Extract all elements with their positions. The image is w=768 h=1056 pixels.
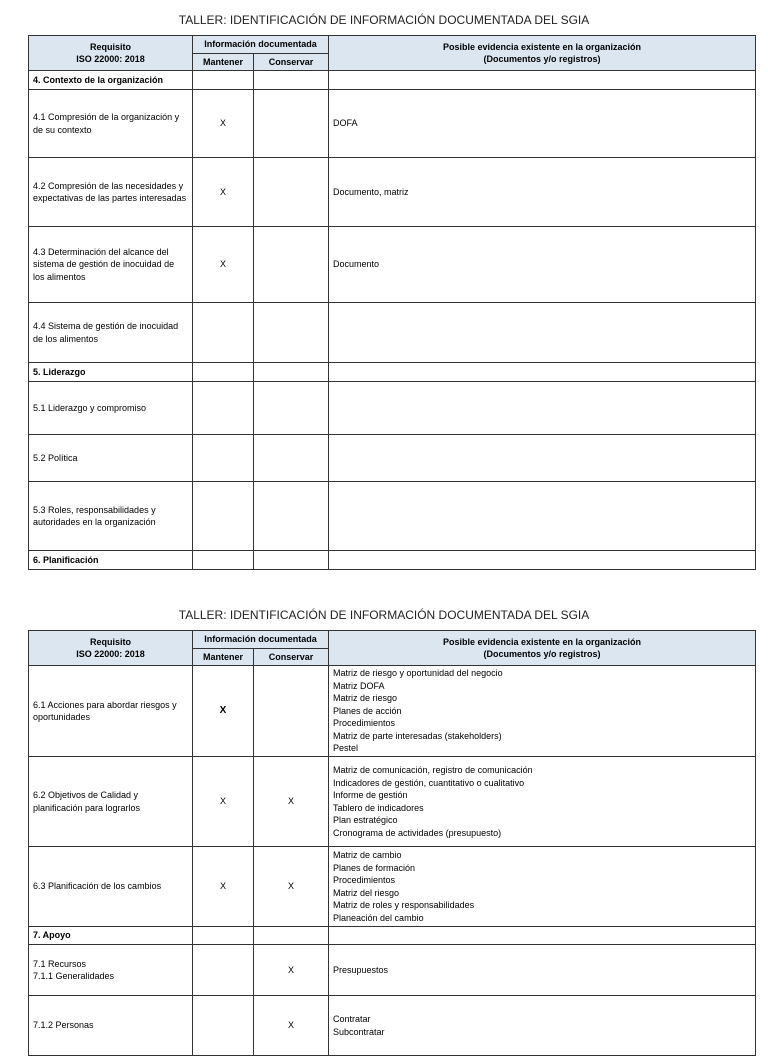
conservar-cell: X: [254, 847, 329, 927]
table-row: [29, 666, 756, 757]
requisito-cell: 4.3 Determinación del alcance del sistema de gestión de inocuidad de los alimentos: [29, 227, 193, 303]
evidencia-item: Matriz del riesgo: [333, 887, 400, 898]
header-conservar: Conservar: [254, 54, 329, 71]
evidencia-cell: [329, 363, 756, 382]
header-posible-evidencia: Posible evidencia existente en la organización (Documentos y/o registros): [329, 36, 756, 71]
evidencia-cell: [329, 435, 756, 482]
evidencia-cell: [329, 158, 756, 227]
conservar-cell: X: [254, 996, 329, 1056]
header-informacion-documentada: Información documentada: [193, 631, 329, 649]
table-row: [29, 945, 756, 996]
conservar-cell: [254, 303, 329, 363]
evidencia-cell: [329, 551, 756, 570]
evidencia-cell: [329, 927, 756, 945]
mantener-cell: [193, 435, 254, 482]
evidencia-item: Informe de gestión: [333, 790, 408, 800]
table-row: [29, 303, 756, 363]
evidencia-item: DOFA: [333, 118, 358, 129]
evidencia-cell: [329, 482, 756, 551]
mantener-cell: [193, 945, 254, 996]
conservar-cell: [254, 927, 329, 945]
header-informacion-documentada: Información documentada: [193, 36, 329, 54]
section-row: [29, 71, 756, 90]
evidencia-item: Matriz de riesgo: [333, 693, 398, 704]
mantener-cell: X: [193, 158, 254, 227]
conservar-cell: [254, 71, 329, 90]
evidencia-item: Matriz de parte interesadas (stakeholders): [333, 730, 502, 741]
page-title-1: TALLER: IDENTIFICACIÓN DE INFORMACIÓN DOCUMENTADA DEL SGIA: [178, 13, 590, 27]
evidencia-cell: [329, 666, 756, 757]
requisito-cell: 4.2 Compresión de las necesidades y expectativas de las partes interesadas: [29, 158, 193, 227]
mantener-cell: [193, 303, 254, 363]
mantener-cell: X: [193, 757, 254, 847]
table-row: [29, 158, 756, 227]
table-row: [29, 227, 756, 303]
evidencia-item: Contratar: [333, 1014, 371, 1024]
evidencia-cell: [329, 71, 756, 90]
conservar-cell: [254, 666, 329, 757]
evidencia-cell: [329, 996, 756, 1056]
mantener-cell: [193, 382, 254, 435]
evidencia-item: Documento: [333, 259, 380, 270]
mantener-cell: X: [193, 227, 254, 303]
header-requisito: Requisito ISO 22000: 2018: [29, 631, 193, 666]
header-mantener: Mantener: [193, 649, 254, 666]
conservar-cell: [254, 158, 329, 227]
evidencia-item: Planeación del cambio: [333, 912, 424, 923]
table-row: [29, 847, 756, 927]
requisito-cell: 5.1 Liderazgo y compromiso: [29, 382, 193, 435]
evidencia-item: Cronograma de actividades (presupuesto): [333, 827, 502, 838]
requisito-cell: 5.3 Roles, responsabilidades y autoridades en la organización: [29, 482, 193, 551]
evidencia-item: Matriz de comunicación, registro de comunicación: [333, 765, 533, 775]
conservar-cell: [254, 90, 329, 158]
evidencia-item: Matriz DOFA: [333, 680, 385, 691]
mantener-cell: X: [193, 90, 254, 158]
mantener-cell: [193, 996, 254, 1056]
table-row: [29, 757, 756, 847]
section-row: [29, 363, 756, 382]
requisito-cell: 4.4 Sistema de gestión de inocuidad de los alimentos: [29, 303, 193, 363]
evidencia-item: Procedimientos: [333, 875, 396, 885]
mantener-cell: [193, 363, 254, 382]
evidencia-item: Matriz de roles y responsabilidades: [333, 900, 475, 910]
mantener-cell: [193, 482, 254, 551]
evidencia-item: Procedimientos: [333, 718, 396, 729]
table-row: [29, 90, 756, 158]
evidencia-item: Planes de acción: [333, 705, 402, 716]
evidencia-cell: [329, 847, 756, 927]
table-row: [29, 382, 756, 435]
evidencia-item: Documento, matriz: [333, 186, 409, 197]
conservar-cell: [254, 435, 329, 482]
requisito-cell: 4.1 Compresión de la organización y de su contexto: [29, 90, 193, 158]
mantener-cell: [193, 71, 254, 90]
conservar-cell: [254, 551, 329, 570]
evidencia-item: Matriz de cambio: [333, 850, 402, 860]
evidencia-item: Pestel: [333, 743, 359, 754]
page-title-2: TALLER: IDENTIFICACIÓN DE INFORMACIÓN DOCUMENTADA DEL SGIA: [178, 608, 590, 622]
conservar-cell: X: [254, 945, 329, 996]
requisito-cell: 5.2 Política: [29, 435, 193, 482]
header-mantener: Mantener: [193, 54, 254, 71]
header-requisito: Requisito ISO 22000: 2018: [29, 36, 193, 71]
mantener-cell: X: [193, 847, 254, 927]
evidencia-item: Subcontratar: [333, 1026, 385, 1037]
requisito-cell: 6.3 Planificación de los cambios: [29, 847, 193, 927]
evidencia-item: Plan estratégico: [333, 815, 398, 825]
conservar-cell: [254, 382, 329, 435]
evidencia-item: Indicadores de gestión, cuantitativo o cualitativo: [333, 777, 525, 788]
conservar-cell: [254, 482, 329, 551]
conservar-cell: [254, 363, 329, 382]
evidencia-cell: [329, 90, 756, 158]
section-row: [29, 551, 756, 570]
mantener-cell: [193, 927, 254, 945]
mantener-cell: [193, 551, 254, 570]
requisito-cell: 5. Liderazgo: [29, 363, 193, 382]
evidencia-cell: [329, 382, 756, 435]
evidencia-item: Tablero de indicadores: [333, 802, 424, 813]
header-posible-evidencia: Posible evidencia existente en la organización (Documentos y/o registros): [329, 631, 756, 666]
requisito-cell: 4. Contexto de la organización: [29, 71, 193, 90]
conservar-cell: X: [254, 757, 329, 847]
requisito-cell: 7. Apoyo: [29, 927, 193, 945]
documentation-table-2: [28, 630, 756, 1056]
evidencia-cell: [329, 227, 756, 303]
section-row: [29, 927, 756, 945]
evidencia-cell: [329, 303, 756, 363]
requisito-cell: 6. Planificación: [29, 551, 193, 570]
requisito-cell: 6.1 Acciones para abordar riesgos y oportunidades: [29, 666, 193, 757]
documentation-table-1: [28, 35, 756, 570]
header-conservar: Conservar: [254, 649, 329, 666]
evidencia-item: Matriz de riesgo y oportunidad del negocio: [333, 668, 503, 679]
table-row: [29, 482, 756, 551]
evidencia-cell: [329, 945, 756, 996]
table-row: [29, 435, 756, 482]
evidencia-item: Presupuestos: [333, 964, 389, 975]
evidencia-cell: [329, 757, 756, 847]
requisito-cell: 6.2 Objetivos de Calidad y planificación para lograrlos: [29, 757, 193, 847]
table-row: [29, 996, 756, 1056]
requisito-cell: 7.1 Recursos 7.1.1 Generalidades: [29, 945, 193, 996]
conservar-cell: [254, 227, 329, 303]
evidencia-item: Planes de formación: [333, 862, 416, 873]
requisito-cell: 7.1.2 Personas: [29, 996, 193, 1056]
mantener-cell: X: [193, 666, 254, 757]
